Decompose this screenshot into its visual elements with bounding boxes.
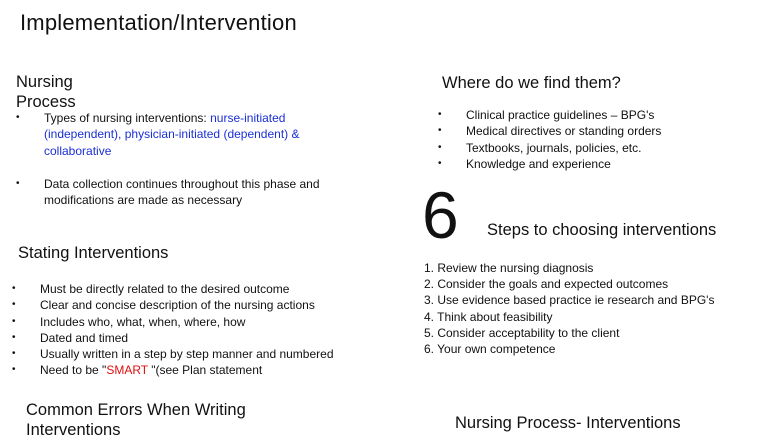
stating-interventions-list	[12, 281, 404, 379]
list-item	[16, 110, 346, 159]
list-item	[16, 176, 346, 209]
steps-number: 6	[422, 178, 459, 252]
steps-list	[424, 260, 736, 357]
list-item: 3. Use evidence based practice ie research and BPG's	[424, 293, 715, 308]
bullet-text: Need to be "	[40, 363, 107, 378]
common-errors-heading-line2: Interventions	[26, 421, 121, 439]
list-item	[438, 140, 768, 156]
list-item	[12, 281, 404, 297]
common-errors-heading-line1: Common Errors When Writing	[26, 401, 246, 419]
list-item	[12, 297, 404, 313]
bullet-text: Medical directives or standing orders	[466, 124, 662, 139]
bullet-text: Types of nursing interventions:	[44, 111, 211, 125]
smart-text: SMART	[106, 363, 148, 378]
bullet-text: Data collection continues throughout this phase and modifications are made as necessary	[44, 176, 320, 208]
bullet-text: Must be directly related to the desired outcome	[40, 282, 290, 296]
list-item: 5. Consider acceptability to the client	[424, 325, 620, 340]
list-item: 2. Consider the goals and expected outcomes	[424, 277, 669, 292]
intervention-types-text: nurse-initiated (independent), physician-initiated (dependent) & collaborative	[44, 111, 300, 158]
where-list	[438, 107, 768, 172]
common-errors-heading	[26, 400, 246, 440]
list-item	[12, 314, 404, 330]
bullet-text: Textbooks, journals, policies, etc.	[466, 140, 642, 155]
list-item	[438, 123, 768, 139]
nursing-process-heading-line1: Nursing	[16, 73, 73, 91]
bullet-text: Includes who, what, when, where, how	[40, 314, 246, 329]
stating-interventions-heading: Stating Interventions	[18, 244, 169, 262]
list-item: 1. Review the nursing diagnosis	[424, 261, 594, 275]
bullet-text: Knowledge and experience	[466, 156, 611, 171]
bullet-text: Usually written in a step by step manner and numbered	[40, 347, 334, 362]
bullet-text: Clear and concise description of the nursing actions	[40, 298, 315, 313]
page-title: Implementation/Intervention	[20, 10, 297, 35]
list-item	[12, 330, 404, 346]
list-item: 4. Think about feasibility	[424, 309, 553, 324]
bullet-text: "(see Plan statement	[147, 363, 263, 378]
nursing-process-heading	[16, 72, 76, 112]
list-item: 6. Your own competence	[424, 342, 556, 357]
where-heading: Where do we find them?	[442, 74, 621, 92]
list-item	[12, 362, 404, 378]
nursing-process-interventions-heading: Nursing Process- Interventions	[455, 414, 681, 432]
nursing-process-heading-line2: Process	[16, 93, 76, 111]
bullet-text: Clinical practice guidelines – BPG's	[466, 108, 655, 122]
list-item	[12, 346, 404, 362]
list-item	[438, 156, 768, 172]
list-item	[438, 107, 768, 123]
bullet-text: Dated and timed	[40, 330, 129, 345]
steps-heading: Steps to choosing interventions	[487, 221, 717, 239]
nursing-process-list	[16, 110, 346, 208]
